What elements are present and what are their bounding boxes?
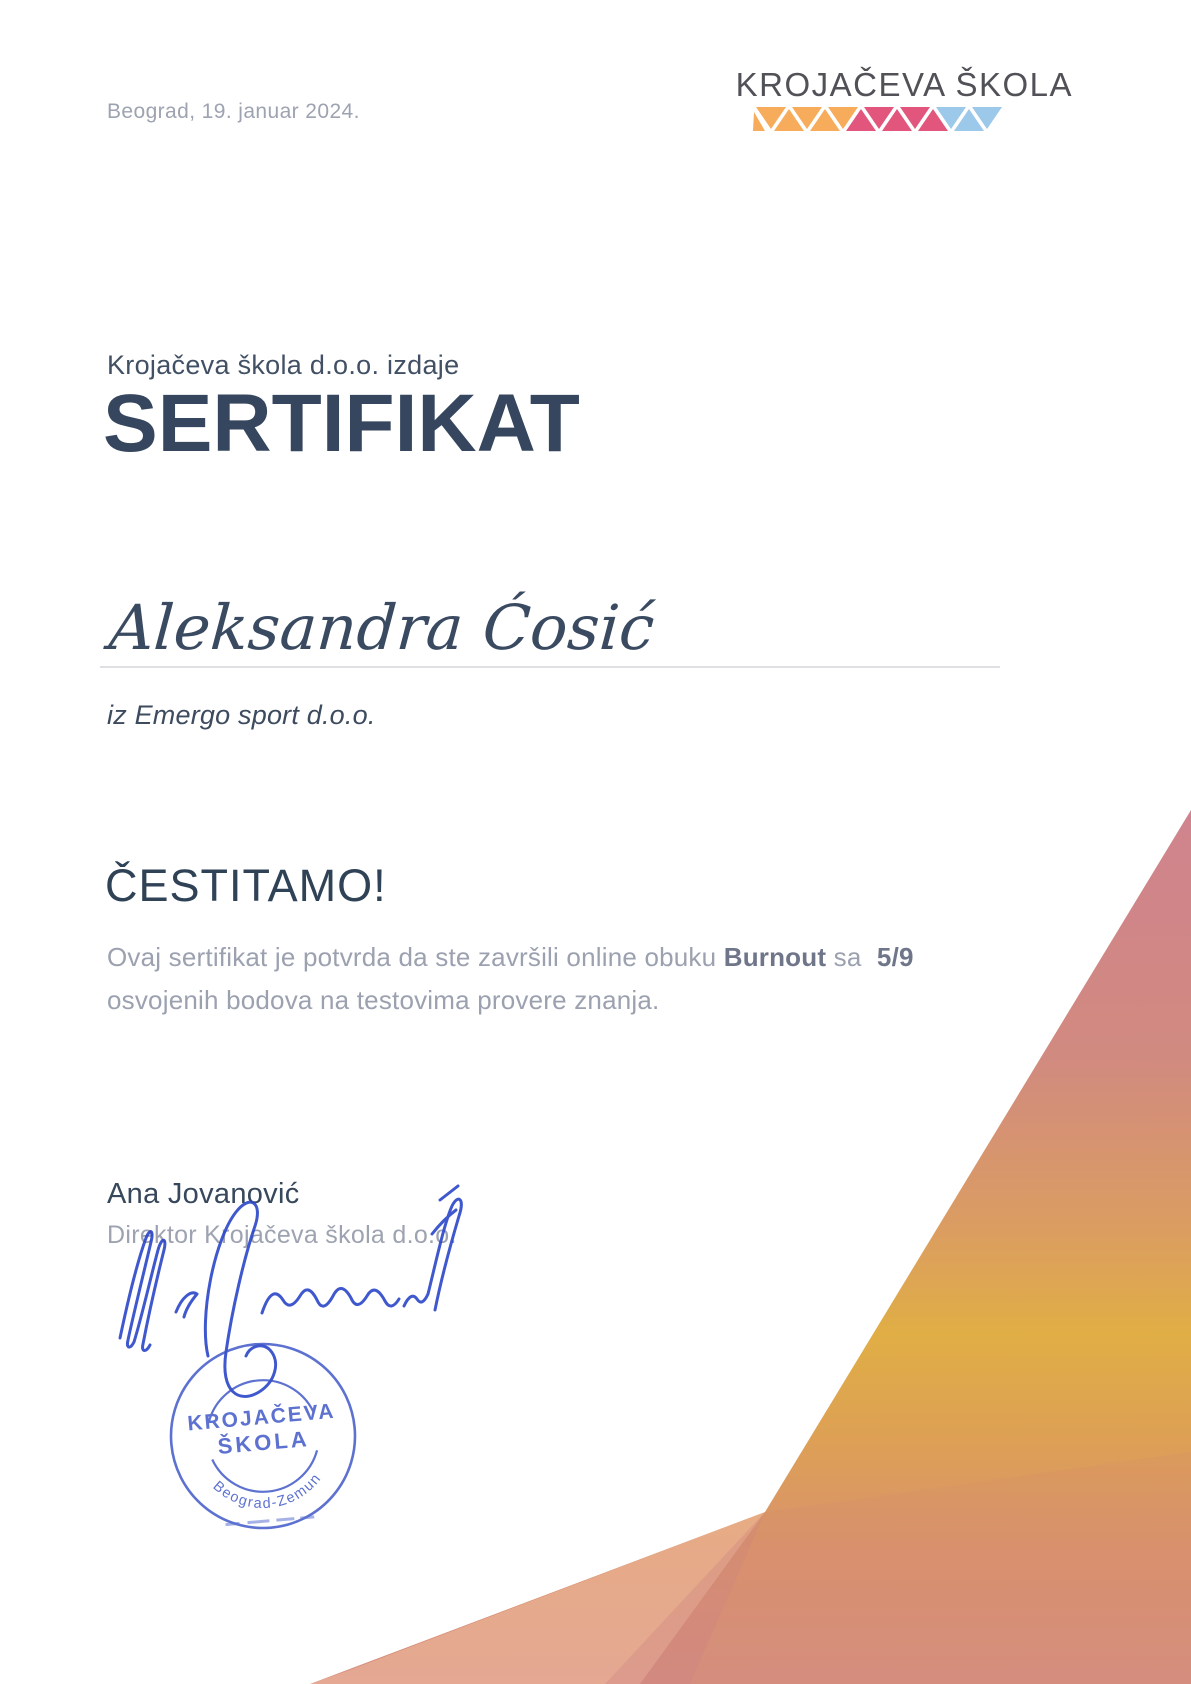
congrats-body: [107, 936, 1087, 1022]
body-line2: osvojenih bodova na testovima provere znanja.: [107, 985, 660, 1015]
issuer-line: Krojačeva škola d.o.o. izdaje: [107, 350, 460, 380]
course-name: Burnout: [723, 942, 827, 972]
signatory-name: Ana Jovanović: [107, 1178, 300, 1210]
stamp-line2: ŠKOLA: [216, 1426, 311, 1459]
score-value: 5/9: [876, 942, 914, 972]
body-prefix: Ovaj sertifikat je potvrda da ste završili online obuku: [107, 942, 724, 972]
stamp-line1: KROJAČEVA: [186, 1399, 337, 1436]
date-place: Beograd, 19. januar 2024.: [107, 100, 360, 123]
signatory-title: Direktor Krojačeva škola d.o.o.: [107, 1221, 457, 1249]
recipient-name: Aleksandra Ćosić: [106, 591, 657, 664]
certificate-title: SERTIFIKAT: [103, 378, 580, 469]
logo-wordmark: KROJAČEVA ŠKOLA: [735, 66, 1073, 103]
body-connector: sa: [826, 942, 869, 972]
logo-triangles-icon: [753, 106, 1005, 133]
congrats-heading: ČESTITAMO!: [105, 860, 387, 911]
recipient-company: iz Emergo sport d.o.o.: [107, 700, 376, 730]
name-underline: [100, 666, 1000, 668]
stamp-arc-text: Beograd-Zemun: [209, 1470, 325, 1513]
